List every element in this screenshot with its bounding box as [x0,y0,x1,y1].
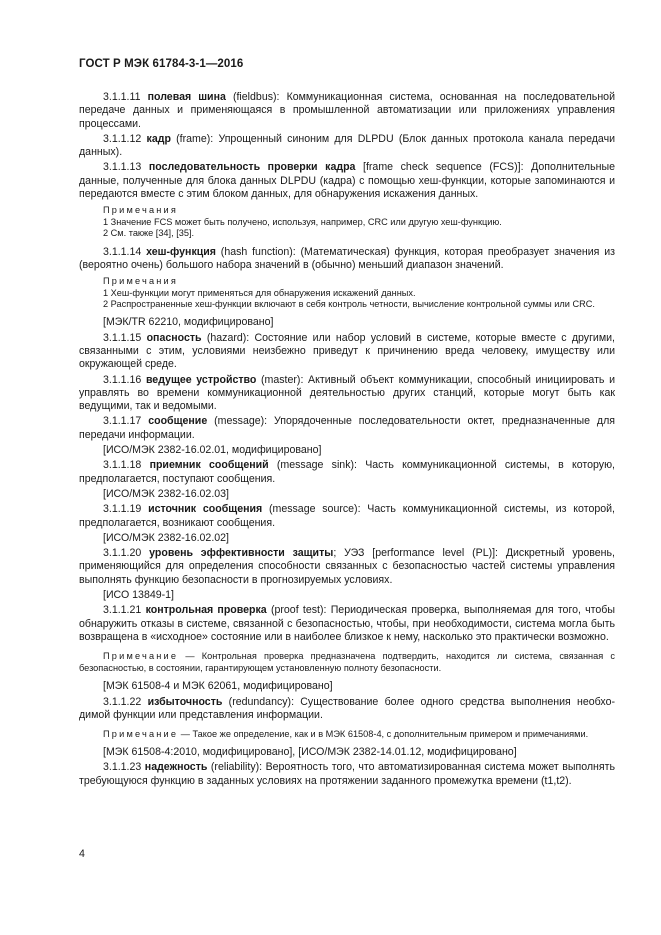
entry-text: (master): Активный объект коммуникации, способный инициировать и управлять во времени коммуникационной деятельностью других станций, которые могут быть как ведущими, так и ведомыми. [79,373,615,413]
reference: [ИСО/МЭК 2382-16.02.01, модифицировано] [103,444,322,457]
note-item: 1 Значение FCS может быть получено, используя, например, CRC или другую хеш-функцию. [103,216,502,227]
note-text: — Такое же определение, как и в МЭК 61508-4, с дополнительным примером и примечаниями. [178,729,589,740]
entry-text: (redundancy): Существование более одного средства выполнения необходимой функции или представления информации. [79,695,615,721]
definition-entry [79,503,615,530]
note-label: Примечание [103,729,179,740]
definition-entry [79,133,615,160]
entry-number: 3.1.1.21 [103,604,142,617]
entry-term: приемник сообщений [149,459,269,472]
reference: [ИСО/МЭК 2382-16.02.03] [103,487,229,500]
definition-entry [79,332,615,372]
entry-number: 3.1.1.14 [103,245,142,258]
entry-number: 3.1.1.23 [103,761,142,774]
entry-term: кадр [146,132,171,145]
entry-term: ведущее устройство [145,373,257,386]
entry-text: (message source): Часть коммуникационной системы, из которой, предполагается, возникают сообщения. [79,503,615,529]
note-item: 1 Хеш-функции могут применяться для обнаружения искажений данных. [103,287,416,298]
note-item: 2 См. также [34], [35]. [103,228,195,239]
notes-block [79,205,615,239]
entry-number: 3.1.1.12 [103,132,142,145]
entry-number: 3.1.1.20 [103,547,142,560]
entry-term: опасность [146,331,202,344]
note [79,650,615,674]
entry-text: [frame check sequence (FCS)]: Дополнительные данные, полученные для блока данных DLPDU (кадра) с помощью хеш-функции, которые запоминаются и передаются вместе с этим блоком данных, для обнаружения искажения данных. [79,161,615,201]
entry-number: 3.1.1.13 [103,161,142,174]
reference: [МЭК/TR 62210, модифицировано] [103,316,274,329]
definition-entry [79,604,615,644]
definition-entry [79,696,615,723]
page-number: 4 [79,848,85,860]
entry-term: уровень эффективности защиты [149,547,334,560]
definition-entry [79,547,615,587]
reference: [ИСО/МЭК 2382-16.02.02] [103,531,229,544]
entry-text: (fieldbus): Коммуникационная система, основанная на последовательной передаче данных и применяющаяся в промышленной автоматизации или приложениях управления процессами. [79,91,615,130]
note-item: 2 Распространенные хеш-функции включают в себя контроль четности, вычисление контрольной суммы или CRC. [103,299,595,309]
entry-text: (message): Упорядоченные последовательности октет, предназначенные для передачи информации. [79,415,615,441]
entry-term: последовательность проверки кадра [148,161,356,174]
entry-term: избыточность [147,695,223,708]
notes-heading: Примечания [103,205,179,216]
definition-entry [79,374,615,414]
entry-number: 3.1.1.11 [103,91,141,103]
note-text: — Контрольная проверка предназначена подтвердить, находится ли система, связанная с безопасностью, в состоянии, гарантирующем установленную полноту безопасности. [79,651,615,674]
definition-entry [79,246,615,273]
entry-text: (hash function): (Математическая) функция, которая преобразует значения из (вероятно очень) большого набора значений в (обычно) меньший диапазон значений. [79,245,615,271]
entry-term: сообщение [148,415,208,428]
entry-term: контрольная проверка [145,604,267,617]
entry-term: надежность [144,761,208,774]
reference: [ИСО 13849-1] [103,589,174,602]
entry-term: источник сообщения [148,503,263,516]
entry-number: 3.1.1.18 [103,459,142,472]
entry-text: (message sink): Часть коммуникационной системы, в которую, предполагается, поступают сообщения. [79,459,615,485]
entry-number: 3.1.1.15 [103,331,142,344]
entry-number: 3.1.1.17 [103,415,142,428]
entry-number: 3.1.1.19 [103,503,142,516]
reference: [МЭК 61508-4:2010, модифицировано], [ИСО/МЭК 2382-14.01.12, модифицировано] [103,746,517,759]
definition-entry [79,459,615,486]
definition-entry [79,161,615,201]
document-body [79,91,615,790]
definition-entry [79,91,615,131]
note-label: Примечание [103,651,179,662]
note [79,728,615,740]
entry-number: 3.1.1.22 [103,695,142,708]
entry-text: (proof test): Периодическая проверка, выполняемая для того, чтобы обнаружить отказы в системе, связанной с безопасностью, чтобы, при необходимости, система могла быть возвращена в «исходное» состояние или в наиболее близкое к нему, насколько это практически возможно. [79,604,615,643]
entry-text: (hazard): Состояние или набор условий в системе, которые вместе с другими, связанными с этим, условиями неизбежно приведут к причинению вреда человеку, имуществу или окружающей среде. [79,331,615,371]
reference: [МЭК 61508-4 и МЭК 62061, модифицировано] [103,680,333,693]
notes-block [79,276,615,310]
notes-heading: Примечания [103,276,179,287]
entry-term: хеш-функция [146,245,216,258]
definition-entry [79,415,615,442]
entry-text: (reliability): Вероятность того, что автоматизированная система может выполнять требующуюся функцию в заданных условиях на протяжении заданного промежутка времени (t1,t2). [79,761,616,787]
entry-number: 3.1.1.16 [103,373,142,386]
entry-term: полевая шина [147,91,226,103]
entry-text: (frame): Упрощенный синоним для DLPDU (Блок данных протокола канала передачи данных). [79,132,616,159]
entry-text: ; УЭЗ [performance level (PL)]: Дискретный уровень, применяющийся для определения способности связанных с безопасностью частей системы управления выполнять функцию безопасности в прогнозируемых условиях. [79,547,615,586]
definition-entry [79,761,615,788]
document-header: ГОСТ Р МЭК 61784-3-1—2016 [79,58,244,70]
